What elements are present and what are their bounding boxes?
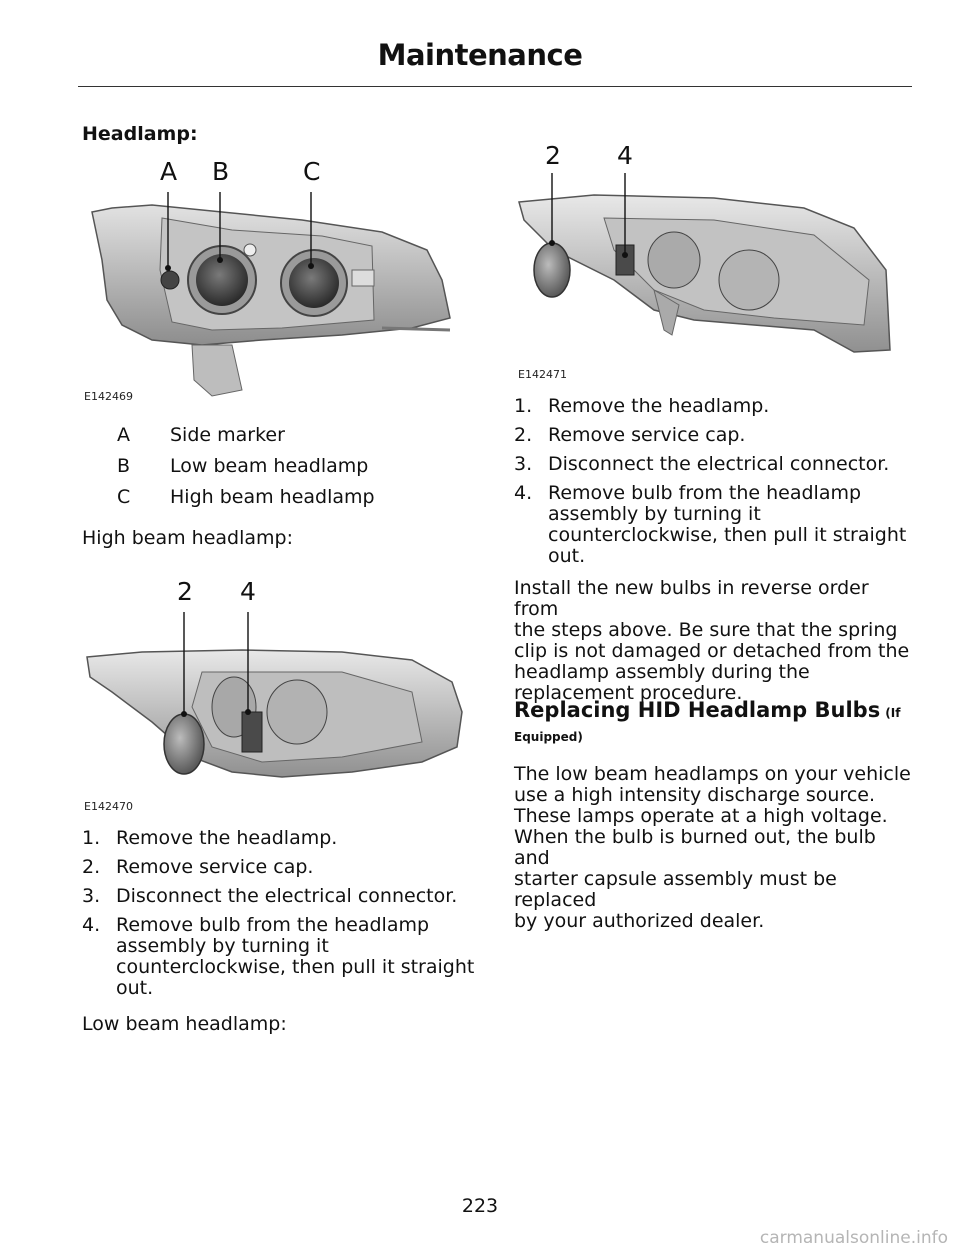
header-rule	[78, 86, 912, 87]
step-line: assembly by turning it	[116, 935, 329, 957]
figure-code: E142470	[84, 800, 133, 813]
paragraph-line: clip is not damaged or detached from the	[514, 640, 910, 662]
step-line: out.	[548, 545, 586, 567]
paragraph-line: replacement procedure.	[514, 682, 743, 704]
step-text: Remove the headlamp.	[116, 827, 338, 849]
callout-b: B	[212, 157, 230, 186]
step-text: Disconnect the electrical connector.	[116, 885, 458, 907]
page-number: 223	[461, 1195, 499, 1217]
figure-low-beam	[514, 140, 899, 385]
hid-heading-text: Replacing HID Headlamp Bulbs	[514, 698, 881, 722]
callout-c: C	[303, 157, 321, 186]
section-title: Maintenance	[377, 38, 583, 72]
paragraph-line: starter capsule assembly must be replaced	[514, 868, 837, 911]
callout-4: 4	[240, 577, 256, 606]
paragraph-line: headlamp assembly during the	[514, 661, 810, 683]
step-line: assembly by turning it	[548, 503, 761, 525]
step-number: 1.	[514, 395, 533, 417]
step-text	[548, 483, 909, 567]
paragraph-line: the steps above. Be sure that the spring	[514, 619, 898, 641]
headlamp-label: Headlamp:	[82, 123, 198, 145]
paragraph-line: When the bulb is burned out, the bulb and	[514, 826, 876, 869]
step-text: Remove the headlamp.	[548, 395, 770, 417]
install-paragraph	[514, 578, 912, 704]
step-line: Remove bulb from the headlamp	[548, 482, 862, 504]
paragraph-line: by your authorized dealer.	[514, 910, 765, 932]
hid-heading	[514, 698, 912, 722]
callout-4: 4	[617, 141, 633, 170]
legend-key: C	[117, 486, 131, 508]
step-number: 2.	[514, 424, 533, 446]
step-text	[116, 915, 477, 999]
callout-2: 2	[177, 577, 193, 606]
step-text: Remove service cap.	[548, 424, 746, 446]
figure-code: E142469	[84, 390, 133, 403]
high-beam-label: High beam headlamp:	[82, 527, 293, 549]
legend-value: Side marker	[170, 424, 285, 446]
legend-table	[82, 424, 472, 514]
step-number: 2.	[82, 856, 101, 878]
low-beam-illustration	[514, 140, 899, 385]
step-line: counterclockwise, then pull it straight	[548, 524, 907, 546]
headlamp-rear-illustration	[82, 150, 462, 410]
legend-value: Low beam headlamp	[170, 455, 369, 477]
hid-heading-equipped: Equipped)	[514, 730, 583, 744]
left-steps-list	[82, 828, 477, 1008]
step-line: Remove bulb from the headlamp	[116, 914, 430, 936]
paragraph-line: use a high intensity discharge source.	[514, 784, 875, 806]
callout-a: A	[160, 157, 178, 186]
legend-value: High beam headlamp	[170, 486, 375, 508]
step-line: out.	[116, 977, 154, 999]
high-beam-illustration	[82, 572, 467, 817]
right-steps-list	[514, 396, 909, 576]
step-number: 3.	[82, 885, 101, 907]
step-text: Disconnect the electrical connector.	[548, 453, 890, 475]
step-text: Remove service cap.	[116, 856, 314, 878]
step-number: 1.	[82, 827, 101, 849]
figure-code: E142471	[518, 368, 567, 381]
legend-key: B	[117, 455, 131, 477]
paragraph-line: Install the new bulbs in reverse order from	[514, 577, 869, 620]
paragraph-line: The low beam headlamps on your vehicle	[514, 763, 911, 785]
hid-paragraph	[514, 764, 912, 932]
step-number: 4.	[514, 482, 533, 504]
figure-high-beam	[82, 572, 467, 817]
step-number: 4.	[82, 914, 101, 936]
callout-2: 2	[545, 141, 561, 170]
paragraph-line: These lamps operate at a high voltage.	[514, 805, 888, 827]
step-number: 3.	[514, 453, 533, 475]
low-beam-label: Low beam headlamp:	[82, 1013, 287, 1035]
watermark: carmanualsonline.info	[759, 1228, 948, 1248]
hid-heading-qualifier: (If	[885, 706, 901, 720]
legend-key: A	[117, 424, 130, 446]
step-line: counterclockwise, then pull it straight	[116, 956, 475, 978]
figure-headlamp-rear	[82, 150, 462, 410]
